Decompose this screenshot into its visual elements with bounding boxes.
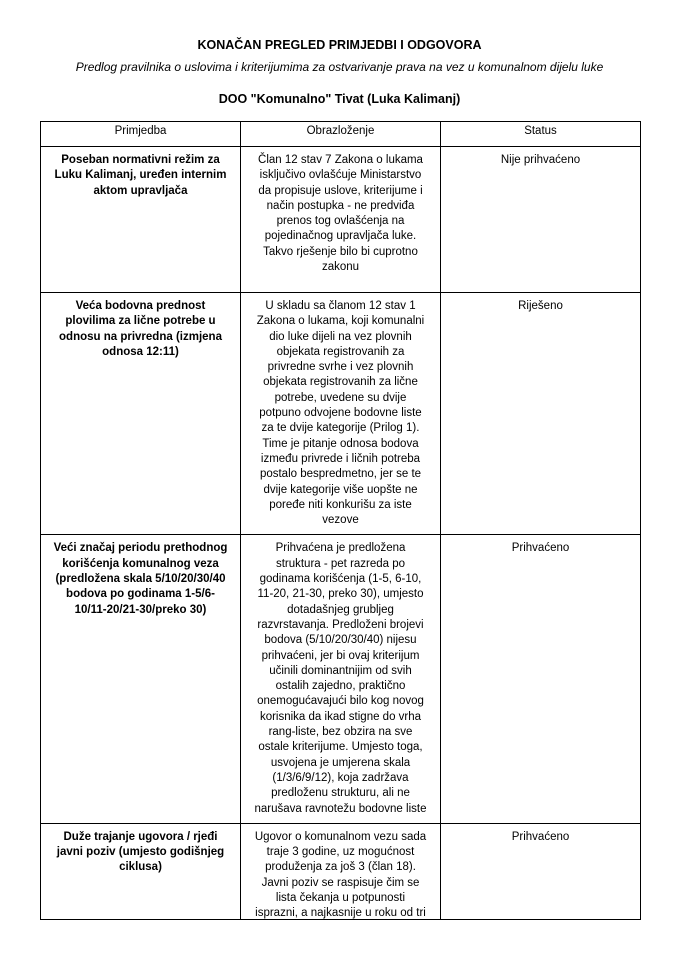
organization-name: DOO "Komunalno" Tivat (Luka Kalimanj) [218,92,461,106]
status-cell: Prihvaćeno [441,823,641,919]
primjedba-cell: Duže trajanje ugovora / rjeđi javni poziv (umjesto godišnjeg ciklusa) [41,823,241,919]
table-row [41,147,641,293]
document-subtitle: Predlog pravilnika o uslovima i kriterijumima za ostvarivanje prava na vez u komunalnom dijelu luke [75,60,604,74]
obrazlozenje-cell: U skladu sa članom 12 stav 1 Zakona o lukama, koji komunalni dio luke dijeli na vez plovnih objekata registrovanih za privredne svrhe i vez plovnih objekata registrovanih za lične potrebe, uvedene su dvije potpuno odvojene bodovne liste za te dvije kategorije (Prilog 1). Time je pitanje odnosa bodova između privrede i ličnih potreba postalo bespredmetno, jer se te dvije kategorije više uopšte ne poređe niti konkurišu za iste vezove [241,293,441,535]
primjedba-cell: Veća bodovna prednost plovilima za lične potrebe u odnosu na privredna (izmjena odnosa 12:11) [41,293,241,535]
obrazlozenje-cell: Prihvaćena je predložena struktura - pet razreda po godinama korišćenja (1-5, 6-10, 11-20, 21-30, preko 30), umjesto dotadašnjeg grubljeg razvrstavanja. Predloženi brojevi bodova (5/10/20/30/40) nijesu prihvaćeni, jer bi ovaj kriterijum učinili dominantnijim od svih ostalih zajedno, praktično onemogućavajući bilo kog novog korisnika da ikad stigne do vrha rang-liste, bez obzira na sve ostale kriterijume. Umjesto toga, usvojena je umjerena skala (1/3/6/9/12), koja zadržava predloženu strukturu, ali ne narušava ravnotežu bodovne liste [241,535,441,823]
header-obrazlozenje: Obrazloženje [241,122,441,147]
document-title: KONAČAN PREGLED PRIMJEDBI I ODGOVORA [197,38,482,52]
status-cell: Prihvaćeno [441,535,641,823]
status-cell: Nije prihvaćeno [441,147,641,293]
obrazlozenje-cell: Ugovor o komunalnom vezu sada traje 3 godine, uz mogućnost produženja za još 3 (član 18). Javni poziv se raspisuje čim se lista čekanja u potpunosti isprazni, a najkasnije u roku od tri [241,823,441,919]
status-cell: Riješeno [441,293,641,535]
table-header-row [41,122,641,147]
primjedba-cell: Veći značaj periodu prethodnog korišćenja komunalnog veza (predložena skala 5/10/20/30/40 bodova po godinama 1-5/6-10/11-20/21-30/preko 30) [41,535,241,823]
header-primjedba: Primjedba [41,122,241,147]
obrazlozenje-cell: Član 12 stav 7 Zakona o lukama isključivo ovlašćuje Ministarstvo da propisuje uslove, kriterijume i način postupka - ne predviđa prenos tog ovlašćenja na pojedinačnog upravljača luke. Takvo rješenje bilo bi cuprotno zakonu [241,147,441,293]
table-row [41,535,641,823]
table-row [41,823,641,919]
table-row [41,293,641,535]
header-status: Status [441,122,641,147]
primjedba-cell: Poseban normativni režim za Luku Kalimanj, uređen internim aktom upravljača [41,147,241,293]
comments-table [40,121,641,920]
